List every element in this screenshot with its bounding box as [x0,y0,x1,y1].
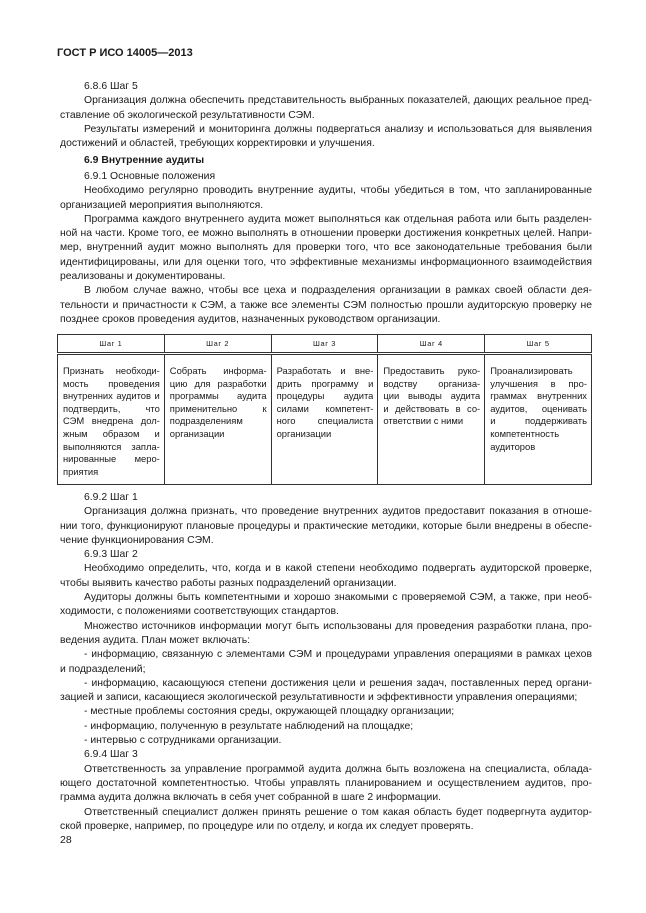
text-line: чение функционирования СЭМ. [60,534,214,546]
text-line: и поддерживать [490,415,587,427]
text-line: Необходимо определить, что, когда и в какой степени необходимо подвергать аудиторской проверке, [84,563,592,575]
paragraph [60,763,592,806]
text-line: реализованы и документированы. [60,271,226,283]
section-6-8-6 [60,80,592,151]
text-line: ного специалиста [276,415,374,427]
paragraph [60,80,592,94]
column-header: Шаг 5 [485,335,592,354]
paragraph [60,184,592,213]
text-line: Разработать и вне- [276,365,374,376]
text-line: 6.8.6 Шаг 5 [84,81,138,92]
paragraph [60,648,592,677]
table-row [58,354,592,485]
text-line: ющего достаточной компетентностью. Чтобы управлять планированием и осуществлением аудитов, про- [60,777,592,789]
text-line: и подразделений; [60,663,146,675]
section-6-9-1 [60,170,592,327]
column-header: Шаг 3 [271,335,378,354]
text-line: В любом случае важно, чтобы все цеха и подразделения организации в рамках своей области дея- [84,285,592,297]
text-line: Признать необходи- [63,365,160,376]
text-line: организацией мероприятия выполняются. [60,199,264,211]
column-header: Шаг 4 [378,335,485,354]
paragraph [60,677,592,706]
paragraph [60,734,592,748]
text-line: нированные меро- [63,453,160,465]
section-heading-wrap [60,151,592,170]
text-line: ответствии с ними [383,415,464,427]
text-line: водству организа- [383,377,481,389]
text-line: подтвердить, что [63,402,160,414]
text-line: Необходимо регулярно проводить внутренние аудиты, чтобы убедиться в том, что запланированные [84,185,592,197]
text-line: внутренних аудитов и [63,390,160,402]
text-line: ной на части. Кроме того, ее можно выполнять в отношении проверки достижения конкретных целей. Напри- [60,228,592,240]
paragraph [60,284,592,327]
text-line: аудиторов [490,440,536,452]
text-line: жным образом и [63,427,160,439]
text-line: Аудиторы должны быть компетентными и хорошо знакомыми с проверяемой СЭМ, а также, при необ- [84,592,592,604]
text-line: зацией и записи, касающиеся экологической результативности и эффективности управления операциями; [60,692,578,704]
text-line: позднее сроков проведения аудитов, назначенных руководством организации. [60,313,441,325]
table-header-row [58,335,592,354]
paragraph [60,491,592,505]
text-line: СЭМ внедрена дол- [63,415,160,427]
text-line: Собрать информа- [169,365,267,376]
paragraph [60,170,592,184]
paragraph [60,213,592,284]
paragraph [60,806,592,835]
text-line: Проанализировать [490,365,573,376]
text-line: процедуры аудита [276,390,374,402]
table-cell [58,354,165,485]
text-line: Предоставить руко- [383,365,481,376]
text-line: нии того, функционируют плановые процедуры и практические методики, которые были внедрены в обеспе- [60,520,592,532]
text-line: 6.9.3 Шаг 2 [84,549,138,561]
document-header: ГОСТ Р ИСО 14005—2013 [57,47,193,59]
paragraph [60,748,592,762]
text-line: достижений и областей, требующих корректировки и улучшения. [60,138,375,150]
section-heading-6-9: 6.9 Внутренние аудиты [84,155,205,166]
paragraph [60,548,592,562]
text-line: подразделениям [169,415,243,427]
paragraph [60,720,592,734]
column-header: Шаг 1 [58,335,165,354]
text-line: приятия [63,465,99,477]
text-line: цию для разработки [169,377,267,389]
text-line: 6.9.1 Основные положения [84,171,216,182]
text-line: программы аудита [169,390,267,402]
text-line: ведения аудита. План может включать: [60,634,251,646]
text-line: ставление об экологической результативности СЭМ. [60,109,315,121]
paragraph [60,620,592,649]
text-line: аудитов, оценивать [490,402,587,414]
text-line: идентифицированы, или для оценки того, что эффективные механизмы информационного взаимодействия [60,256,592,268]
text-line: Ответственный специалист должен принять решение о том какая область будет подвергнута аудитор- [84,806,592,818]
text-line: чтобы выявить качество работы разных подразделений организации. [60,577,397,589]
table-cell [485,354,592,485]
text-line: организации [169,427,225,439]
text-line: выполняются запла- [63,440,160,452]
text-line: - интервью с сотрудниками организации. [84,735,282,747]
text-line: и действовать в со- [383,402,481,414]
text-line: Множество источников информации могут быть использованы для проведения разработки плана, про- [84,620,592,632]
audit-steps-table [57,334,592,485]
text-line: Организация должна обеспечить представительность выбранных показателей, дающих реальное пред- [84,95,592,107]
text-line: дрить программу и [276,377,374,389]
table-cell [271,354,378,485]
text-line: Ответственность за управление программой аудита должна быть возложена на специалиста, облада- [84,763,592,775]
text-line: ходимости, с положениями соответствующих стандартов. [60,606,339,618]
text-line: мер, внутренний аудит можно выполнять для проверки того, что все законодательные требования были [60,242,592,254]
paragraph [60,94,592,123]
text-line: 6.9.4 Шаг 3 [84,749,138,761]
text-line: 6.9.2 Шаг 1 [84,492,138,503]
text-line: применительно к [169,402,267,414]
paragraph [60,505,592,548]
text-line: ции выводы аудита [383,390,481,402]
text-line: - информацию, полученную в результате наблюдений на площадке; [84,720,414,732]
paragraph [60,705,592,719]
table-cell [164,354,271,485]
text-line: грамма аудита должна включать в себя учет собранной в шаге 2 информации. [60,792,442,804]
table-cell [378,354,485,485]
text-line: силами компетент- [276,402,374,414]
text-line: - местные проблемы состояния среды, окружающей площадку организации; [84,706,455,718]
text-line: Программа каждого внутреннего аудита может выполняться как отдельная работа или быть разделен- [84,213,592,225]
text-line: граммах внутренних [490,390,587,402]
text-line: организации [276,427,332,439]
text-line: компетентность [490,427,560,439]
paragraph [60,123,592,152]
text-line: - информацию, связанную с элементами СЭМ и процедурами управления операциями в рамках цехов [84,649,592,661]
sections-6-9-2-to-6-9-4 [60,491,592,834]
column-header: Шаг 2 [164,335,271,354]
paragraph [60,591,592,620]
text-line: Результаты измерений и мониторинга должны подвергаться анализу и использоваться для выявления [84,123,592,135]
page-number: 28 [60,834,72,846]
text-line: улучшения в про- [490,377,587,389]
text-line: Организация должна признать, что проведение внутренних аудитов предоставит показания в отноше- [84,506,592,518]
text-line: - информацию, касающуюся степени достижения цели и решения задач, поставленных перед органи- [84,677,592,689]
paragraph [60,562,592,591]
text-line: тельности и причастности к СЭМ, а также все элементы СЭМ полностью прошли аудиторскую проверку не [60,299,592,311]
text-line: ской проверке, например, по процедуре или по отделу, и когда их следует проверять. [60,820,474,832]
text-line: мость проведения [63,377,160,389]
